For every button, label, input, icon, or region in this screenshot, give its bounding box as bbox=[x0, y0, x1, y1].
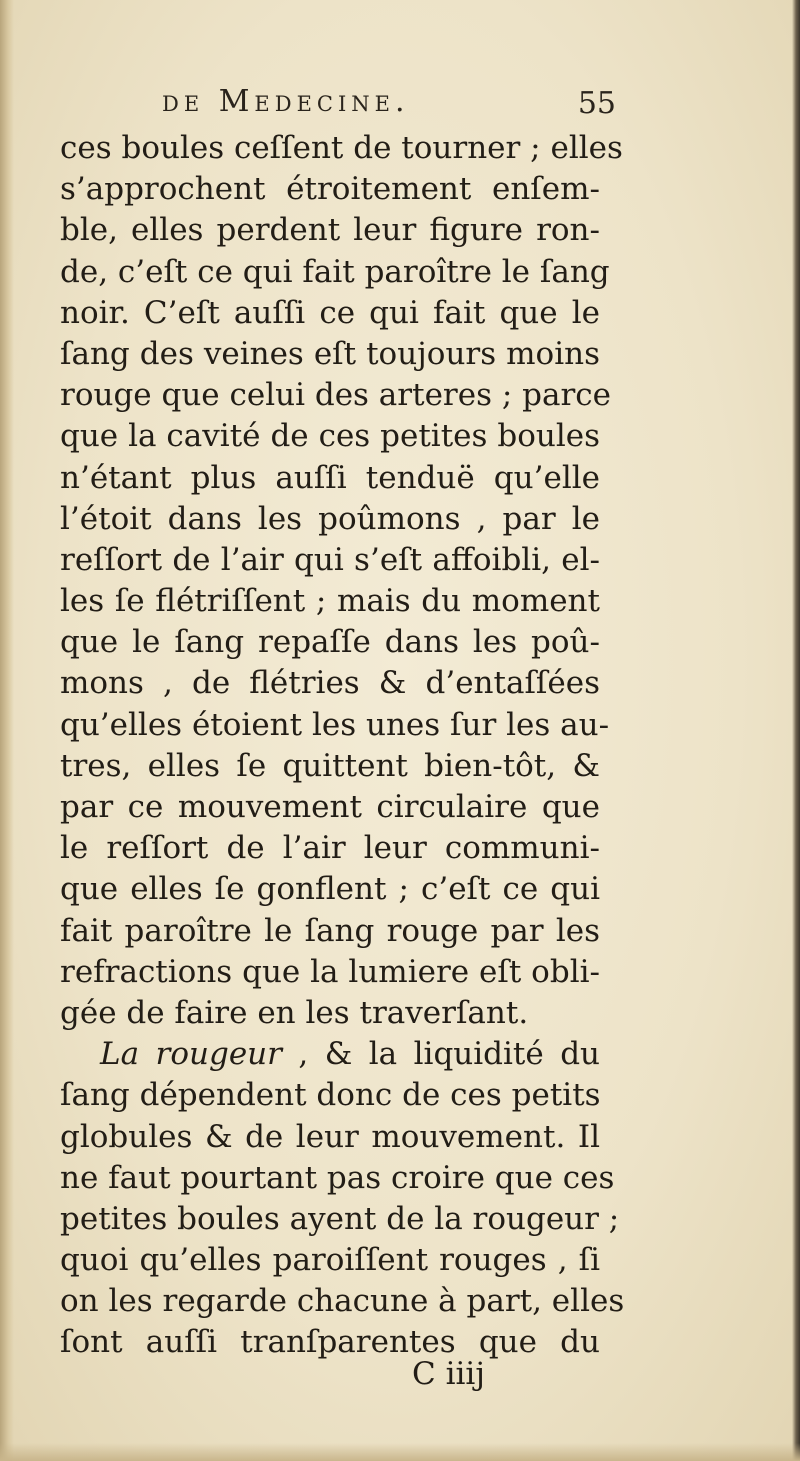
binding-shadow bbox=[0, 0, 14, 1461]
running-title: de Medecine. bbox=[162, 84, 410, 119]
text-line: par ce mouvement circulaire que bbox=[60, 789, 600, 825]
text-line: que le ſang repaſſe dans les poû- bbox=[60, 624, 600, 661]
paragraph-first-line-rest: , & la liquidité du bbox=[281, 1036, 601, 1073]
text-line: mons , de flétries & d’entaſſées bbox=[60, 665, 600, 702]
text-line: ſont auſſi tranſparentes que du bbox=[60, 1324, 600, 1361]
text-line: refractions que la lumiere eſt obli- bbox=[60, 953, 600, 990]
text-line: l’étoit dans les poûmons , par le bbox=[60, 500, 600, 537]
page-edge-shadow bbox=[792, 0, 800, 1461]
text-line: ſang dépendent donc de ces petits bbox=[60, 1077, 601, 1114]
text-line: ble, elles perdent leur figure ron- bbox=[60, 212, 600, 249]
signature-mark: C iiij bbox=[412, 1356, 485, 1392]
page-number: 55 bbox=[577, 86, 616, 121]
page-bottom-shadow bbox=[0, 1443, 800, 1461]
text-line: le reſſort de l’air leur communi- bbox=[60, 830, 600, 867]
text-line: de, c’eſt ce qui fait paroître le ſang bbox=[60, 253, 610, 290]
text-line: reſſort de l’air qui s’eſt affoibli, el- bbox=[60, 541, 600, 578]
text-line: ces boules ceſſent de tourner ; elles bbox=[60, 130, 623, 166]
text-line: que elles ſe gonflent ; c’eſt ce qui bbox=[60, 871, 600, 908]
text-line: ne faut pourtant pas croire que ces bbox=[60, 1159, 615, 1196]
text-line: ſang des veines eſt toujours moins bbox=[60, 335, 600, 372]
text-line: tres, elles ſe quittent bien-tôt, & bbox=[60, 747, 600, 784]
text-line: n’étant plus auſſi tenduë qu’elle bbox=[60, 459, 600, 496]
text-line: gée de faire en les traverſant. bbox=[60, 994, 529, 1031]
text-line: globules & de leur mouvement. Il bbox=[60, 1118, 600, 1155]
text-line: s’approchent étroitement enſem- bbox=[60, 171, 600, 208]
body-text bbox=[60, 128, 625, 1364]
text-line: noir. C’eſt auſſi ce qui fait que le bbox=[60, 294, 600, 331]
text-line: les ſe flétriſſent ; mais du moment bbox=[60, 583, 600, 620]
text-line: quoi qu’elles paroiſſent rouges , ſi bbox=[60, 1242, 600, 1279]
text-line: fait paroître le ſang rouge par les bbox=[60, 912, 600, 949]
italic-lead: La rougeur bbox=[100, 1036, 282, 1073]
text-line: que la cavité de ces petites boules bbox=[60, 418, 600, 455]
running-head bbox=[60, 84, 616, 128]
text-line: qu’elles étoient les unes ſur les au- bbox=[60, 706, 610, 743]
paragraph-first-line bbox=[60, 1034, 600, 1075]
text-line: petites boules ayent de la rougeur ; bbox=[60, 1200, 620, 1237]
text-line: on les regarde chacune à part, elles bbox=[60, 1283, 625, 1320]
text-line: rouge que celui des arteres ; parce bbox=[60, 377, 611, 414]
